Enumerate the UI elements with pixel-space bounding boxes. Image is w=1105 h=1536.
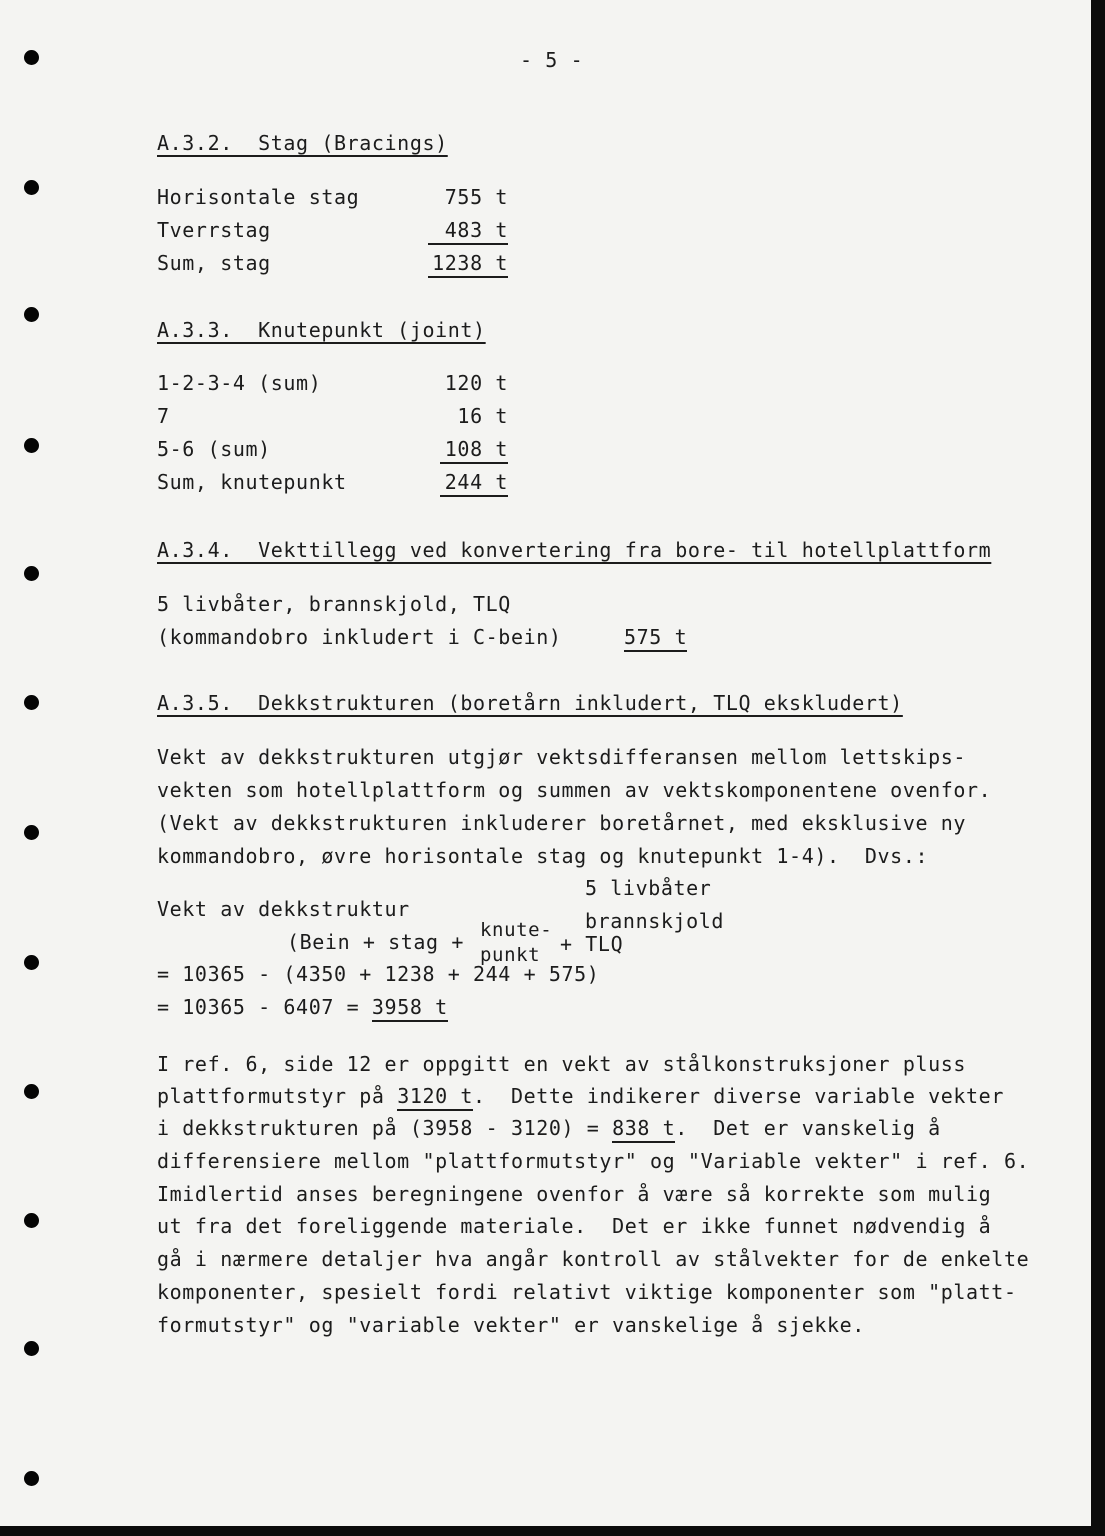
punch-hole (24, 1341, 39, 1356)
paragraph-line: gå i nærmere detaljer hva angår kontroll av stålvekter for de enkelte (157, 1247, 1030, 1271)
row-value: 483 t (428, 218, 508, 245)
row-value: 16 t (457, 404, 508, 428)
section-heading-a35: A.3.5. Dekkstrukturen (boretårn inkludert, TLQ ekskludert) (157, 691, 903, 715)
punch-hole (24, 1084, 39, 1099)
paragraph-line: komponenter, spesielt fordi relativt viktige komponenter som "platt- (157, 1280, 1017, 1304)
text-line: 5 livbåter, brannskjold, TLQ (157, 592, 511, 616)
formula-lhs: Vekt av dekkstruktur (157, 897, 410, 921)
row-label: Horisontale stag (157, 185, 360, 209)
formula-text: punkt (480, 944, 541, 966)
punch-hole (24, 180, 39, 195)
section-heading-a32: A.3.2. Stag (Bracings) (157, 131, 448, 155)
punch-hole (24, 566, 39, 581)
formula-line: = 10365 - (4350 + 1238 + 244 + 575) (157, 962, 600, 986)
formula-text: knute- (480, 919, 553, 941)
punch-hole (24, 307, 39, 322)
punch-hole (24, 1471, 39, 1486)
formula-line: = 10365 - 6407 = 3958 t (157, 995, 448, 1019)
row-value: 755 t (444, 185, 508, 209)
scan-bottom-edge (0, 1526, 1105, 1536)
row-value: 120 t (444, 371, 508, 395)
formula-text: (Bein + stag + (287, 930, 464, 954)
formula-text: 5 livbåter (585, 876, 712, 900)
paragraph-line: plattformutstyr på 3120 t. Dette indikerer diverse variable vekter (157, 1084, 1004, 1108)
punch-hole (24, 50, 39, 65)
paragraph-line: Imidlertid anses beregningene ovenfor å være så korrekte som mulig (157, 1182, 992, 1206)
text-line: (kommandobro inkludert i C-bein) (157, 625, 562, 649)
section-heading-a34: A.3.4. Vekttillegg ved konvertering fra bore- til hotellplattform (157, 538, 992, 562)
page-number: - 5 - (520, 48, 584, 72)
row-label: 1-2-3-4 (sum) (157, 371, 322, 395)
punch-hole (24, 1213, 39, 1228)
row-label: Sum, knutepunkt (157, 470, 347, 494)
formula-text: brannskjold (585, 909, 725, 933)
row-value: 108 t (440, 437, 508, 464)
punch-hole (24, 438, 39, 453)
punch-hole (24, 955, 39, 970)
row-label: 7 (157, 404, 170, 428)
row-label: 5-6 (sum) (157, 437, 271, 461)
paragraph-line: ut fra det foreliggende materiale. Det er ikke funnet nødvendig å (157, 1214, 992, 1238)
row-label: Tverrstag (157, 218, 271, 242)
paragraph-line: Vekt av dekkstrukturen utgjør vektsdifferansen mellom lettskips- (157, 745, 967, 769)
paragraph-line: vekten som hotellplattform og summen av vektskomponentene ovenfor. (157, 778, 992, 802)
paragraph-line: I ref. 6, side 12 er oppgitt en vekt av stålkonstruksjoner pluss (157, 1052, 967, 1076)
paragraph-line: formutstyr" og "variable vekter" er vanskelige å sjekke. (157, 1313, 865, 1337)
total-value: 575 t (624, 625, 687, 652)
formula-result: 3958 t (372, 995, 448, 1022)
punch-hole (24, 825, 39, 840)
row-value: 1238 t (428, 251, 508, 278)
row-value: 244 t (440, 470, 508, 497)
row-label: Sum, stag (157, 251, 271, 275)
section-heading-a33: A.3.3. Knutepunkt (joint) (157, 318, 486, 342)
scan-right-edge (1091, 0, 1105, 1536)
paragraph-line: i dekkstrukturen på (3958 - 3120) = 838 t. Det er vanskelig å (157, 1116, 941, 1140)
paragraph-line: kommandobro, øvre horisontale stag og knutepunkt 1-4). Dvs.: (157, 844, 929, 868)
paragraph-line: differensiere mellom "plattformutstyr" og "Variable vekter" i ref. 6. (157, 1149, 1030, 1173)
punch-hole (24, 695, 39, 710)
paragraph-line: (Vekt av dekkstrukturen inkluderer boretårnet, med eksklusive ny (157, 811, 967, 835)
formula-text: + TLQ (560, 932, 624, 956)
